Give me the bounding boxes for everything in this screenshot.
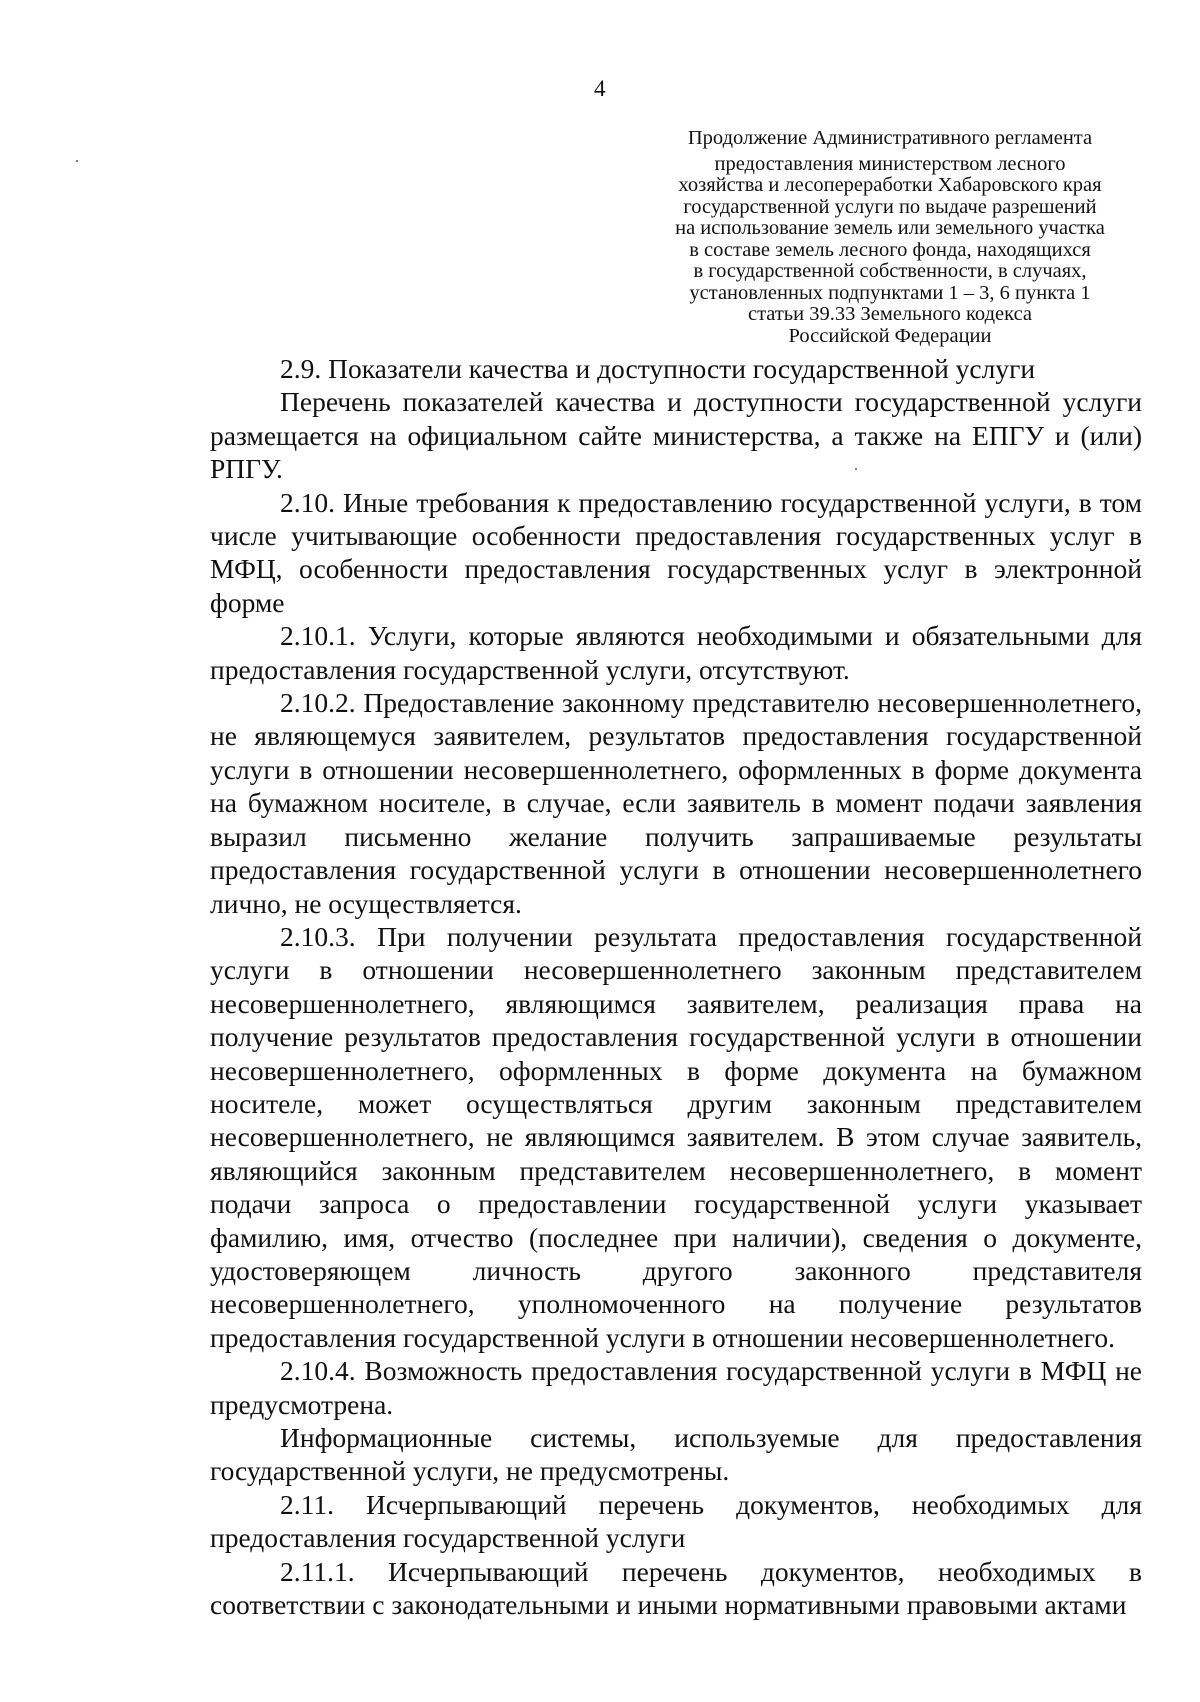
paragraph: Информационные системы, используемые для предоставления государственной услуги, не предусмотрены. — [210, 1422, 1142, 1487]
header-line: хозяйства и лесопереработки Хабаровского края — [678, 174, 1102, 196]
header-line: на использование земель или земельного участка — [675, 217, 1105, 239]
header-line: в составе земель лесного фонда, находящихся — [689, 238, 1091, 261]
paragraph: Перечень показателей качества и доступности государственной услуги размещается на официальном сайте министерства, а также на ЕПГУ и (или) РПГУ. — [210, 386, 1142, 485]
header-line: в государственной собственности, в случаях, — [693, 260, 1087, 282]
header-line: предоставления министерством лесного — [714, 152, 1066, 175]
section-heading-2-10: 2.10. Иные требования к предоставлению государственной услуги, в том числе учитывающие особенности предоставления государственных услуг в МФЦ, особенности предоставления государственных услуг в электронной форме — [210, 486, 1142, 618]
header-line: Продолжение Административного регламента — [687, 127, 1093, 149]
scan-artifact — [76, 160, 78, 162]
paragraph-2-10-4: 2.10.4. Возможность предоставления государственной услуги в МФЦ не предусмотрена. — [210, 1355, 1142, 1420]
paragraph-2-10-2: 2.10.2. Предоставление законному представителю несовершеннолетнего, не являющемуся заявителем, результатов предоставления государственной услуги в отношении несовершеннолетнего, оформленных в форме документа на бумажном носителе, в случае, если заявитель в момент подачи заявления выразил письменно желание получить запрашиваемые результаты предоставления государственной услуги в отношении несовершеннолетнего лично, не осуществляется. — [210, 687, 1142, 919]
section-heading-2-9: 2.9. Показатели качества и доступности государственной услуги — [280, 353, 1036, 384]
header-line: статьи 39.33 Земельного кодекса — [747, 303, 1033, 325]
scan-artifact — [855, 468, 857, 470]
document-body — [210, 352, 1142, 1621]
regulation-header — [630, 128, 1150, 347]
page-number: 4 — [594, 76, 606, 101]
section-heading-2-11: 2.11. Исчерпывающий перечень документов, необходимых для предоставления государственной услуги — [210, 1488, 1142, 1554]
paragraph-2-11-1: 2.11.1. Исчерпывающий перечень документов, необходимых в соответствии с законодательными и иными нормативными правовыми актами — [210, 1555, 1142, 1621]
header-line: Российской Федерации — [788, 324, 992, 347]
header-line: установленных подпунктами 1 – 3, 6 пункта 1 — [689, 281, 1091, 304]
paragraph-2-10-3: 2.10.3. При получении результата предоставления государственной услуги в отношении несовершеннолетнего законным представителем несовершеннолетнего, являющимся заявителем, реализация права на получение результатов предоставления государственной услуги в отношении несовершеннолетнего, оформленных в форме документа на бумажном носителе, может осуществляться другим законным представителем несовершеннолетнего, не являющимся заявителем. В этом случае заявитель, являющийся законным представителем несовершеннолетнего, в момент подачи запроса о предоставлении государственной услуги указывает фамилию, имя, отчество (последнее при наличии), сведения о документе, удостоверяющем личность другого законного представителя несовершеннолетнего, уполномоченного на получение результатов предоставления государственной услуги в отношении несовершеннолетнего. — [210, 920, 1142, 1353]
paragraph-2-10-1: 2.10.1. Услуги, которые являются необходимыми и обязательными для предоставления государственной услуги, отсутствуют. — [210, 620, 1142, 685]
header-line: государственной услуги по выдаче разрешений — [683, 195, 1097, 218]
